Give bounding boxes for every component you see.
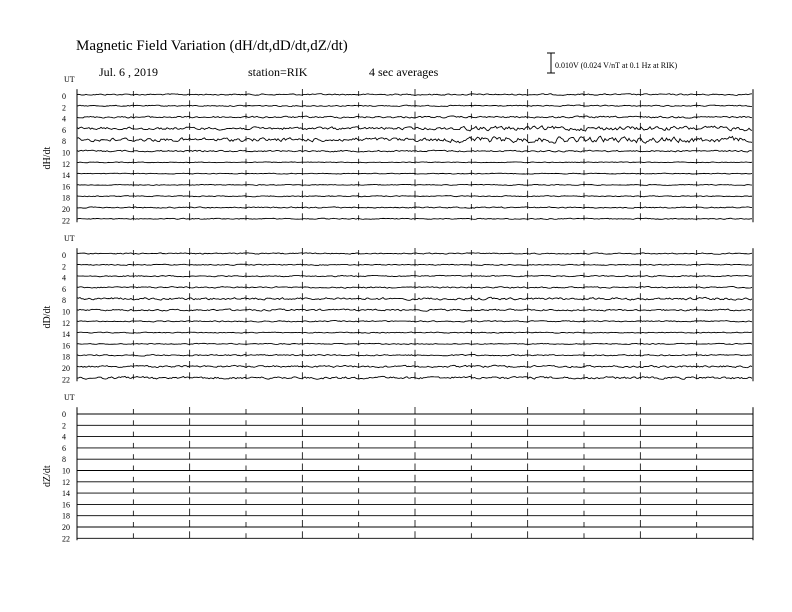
row-label: 4 [62, 273, 66, 283]
row-label: 8 [62, 296, 66, 306]
row-label: 4 [62, 432, 66, 442]
trace-line [77, 218, 752, 220]
trace-line [77, 365, 752, 368]
row-label: 6 [62, 443, 66, 453]
row-label: 2 [62, 103, 66, 113]
ut-label: UT [64, 75, 75, 84]
row-label: 8 [62, 137, 66, 147]
panel-dH-dt [42, 75, 753, 225]
row-label: 18 [62, 511, 70, 521]
scale-bar [547, 53, 555, 73]
trace-line [77, 309, 752, 312]
row-label: 18 [62, 193, 70, 203]
row-label: 0 [62, 410, 66, 419]
row-label: 4 [62, 114, 66, 124]
trace-line [77, 264, 752, 266]
trace-line [77, 207, 752, 209]
panel-dZ-dt [42, 393, 753, 543]
averaging-label: 4 sec averages [369, 65, 439, 79]
trace-line [77, 376, 752, 379]
trace-line [77, 94, 752, 96]
row-label: 22 [62, 216, 70, 226]
row-label: 0 [62, 92, 66, 101]
trace-line [77, 275, 752, 277]
station-label: station=RIK [248, 65, 308, 79]
scale-label: 0.010V (0.024 V/nT at 0.1 Hz at RIK) [555, 61, 678, 70]
row-label: 10 [62, 307, 70, 317]
row-label: 12 [62, 318, 70, 328]
row-label: 16 [62, 341, 70, 351]
trace-line [77, 354, 752, 356]
row-label: 16 [62, 182, 70, 192]
trace-line [77, 184, 752, 186]
row-label: 2 [62, 262, 66, 272]
row-label: 22 [62, 534, 70, 544]
y-axis-title: dH/dt [42, 146, 53, 170]
row-label: 6 [62, 125, 66, 135]
ut-label: UT [64, 393, 75, 402]
row-label: 2 [62, 421, 66, 431]
trace-line [77, 173, 752, 175]
trace-line [77, 162, 752, 164]
row-label: 20 [62, 364, 70, 373]
trace-line [77, 116, 752, 119]
y-axis-title: dD/dt [42, 305, 53, 329]
trace-line [77, 150, 752, 152]
trace-line [77, 136, 752, 143]
row-label: 20 [62, 205, 70, 214]
row-label: 14 [62, 330, 70, 340]
panel-dD-dt [42, 234, 753, 384]
trace-line [77, 320, 752, 322]
row-label: 10 [62, 148, 70, 158]
ut-label: UT [64, 234, 75, 243]
date-label: Jul. 6 , 2019 [99, 65, 159, 79]
row-label: 22 [62, 375, 70, 385]
row-label: 6 [62, 284, 66, 294]
trace-line [77, 343, 752, 345]
row-label: 14 [62, 171, 70, 181]
row-label: 12 [62, 159, 70, 169]
trace-line [77, 196, 752, 198]
row-label: 20 [62, 523, 70, 532]
trace-line [77, 332, 752, 334]
row-label: 0 [62, 251, 66, 260]
row-label: 18 [62, 352, 70, 362]
row-label: 16 [62, 500, 70, 510]
trace-line [77, 126, 752, 131]
trace-line [77, 105, 752, 107]
row-label: 10 [62, 466, 70, 476]
trace-line [77, 286, 752, 288]
row-label: 8 [62, 455, 66, 465]
trace-line [77, 253, 752, 255]
chart-title: Magnetic Field Variation (dH/dt,dD/dt,dZ/dt) [76, 38, 348, 54]
row-label: 12 [62, 477, 70, 487]
row-label: 14 [62, 489, 70, 499]
y-axis-title: dZ/dt [42, 465, 53, 487]
trace-line [77, 297, 752, 300]
